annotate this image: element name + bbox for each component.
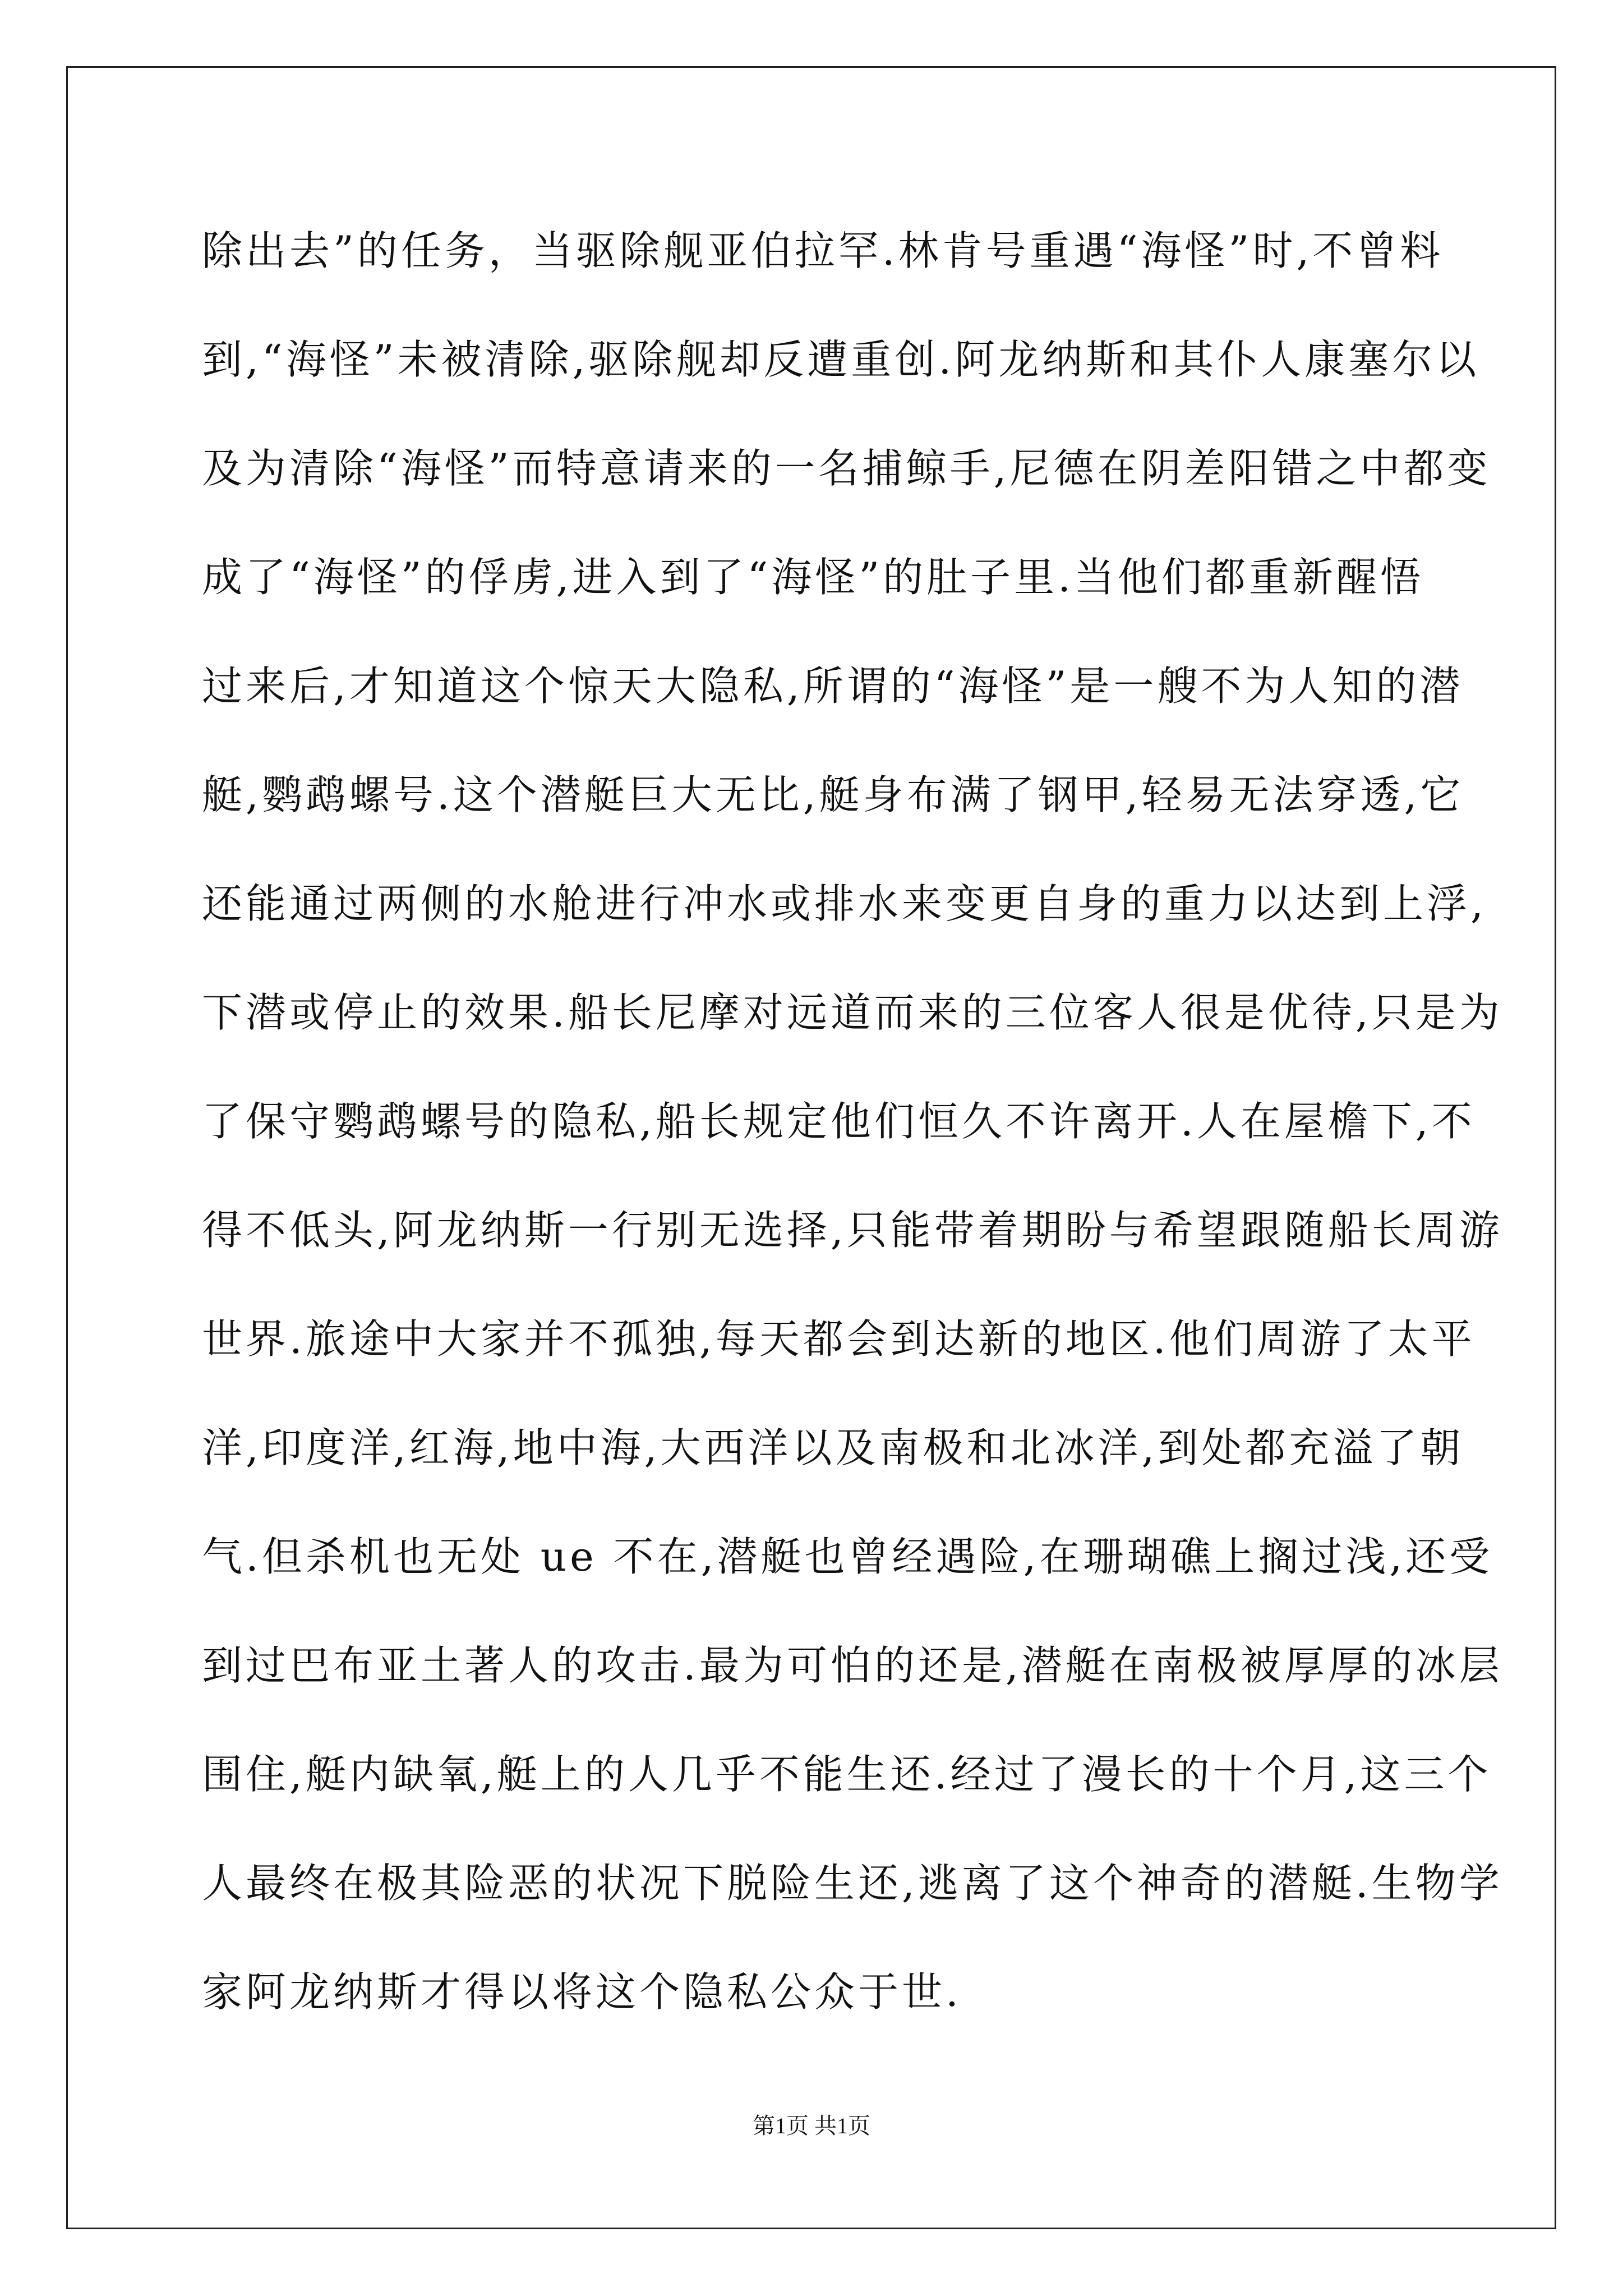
body-text [202, 220, 1503, 2070]
text-line: 围住,艇内缺氧,艇上的人几乎不能生还.经过了漫长的十个月,这三个 [202, 1751, 1492, 1798]
text-line: 家阿龙纳斯才得以将这个隐私公众于世. [202, 1968, 962, 2016]
text-line: 还能通过两侧的水舱进行冲水或排水来变更自身的重力以达到上浮, [202, 880, 1487, 927]
text-line: 到,“海怪”未被清除,驱除舰却反遭重创.阿龙纳斯和其仆人康塞尔以 [202, 336, 1480, 383]
text-line: 洋,印度洋,红海,地中海,大西洋以及南极和北冰洋,到处都充溢了朝 [202, 1424, 1464, 1471]
text-line: 及为清除“海怪”而特意请来的一名捕鲸手,尼德在阴差阳错之中都变 [202, 445, 1491, 492]
text-line: 了保守鹦鹉螺号的隐私,船长规定他们恒久不许离开.人在屋檐下,不 [202, 1098, 1476, 1145]
text-line: 气.但杀机也无处 ue 不在,潜艇也曾经遇险,在珊瑚礁上搁过浅,还受 [202, 1533, 1493, 1580]
text-line: 世界.旅途中大家并不孤独,每天都会到达新的地区.他们周游了太平 [202, 1315, 1476, 1363]
text-line: 艇,鹦鹉螺号.这个潜艇巨大无比,艇身布满了钢甲,轻易无法穿透,它 [202, 771, 1464, 818]
text-line: 下潜或停止的效果.船长尼摩对远道而来的三位客人很是优待,只是为 [202, 989, 1503, 1036]
page-number-footer: 第1页 共1页 [753, 2113, 870, 2138]
text-line: 成了“海怪”的俘虏,进入到了“海怪”的肚子里.当他们都重新醒悟 [202, 554, 1424, 601]
text-line: 人最终在极其险恶的状况下脱险生还,逃离了这个神奇的潜艇.生物学 [202, 1860, 1503, 1907]
text-line: 过来后,才知道这个惊天大隐私,所谓的“海怪”是一艘不为人知的潜 [202, 662, 1464, 710]
text-line: 到过巴布亚土著人的攻击.最为可怕的还是,潜艇在南极被厚厚的冰层 [202, 1642, 1503, 1689]
text-line: 得不低头,阿龙纳斯一行别无选择,只能带着期盼与希望跟随船长周游 [202, 1207, 1503, 1254]
text-line: 除出去”的任务，当驱除舰亚伯拉罕.林肯号重遇“海怪”时,不曾料 [202, 227, 1444, 274]
